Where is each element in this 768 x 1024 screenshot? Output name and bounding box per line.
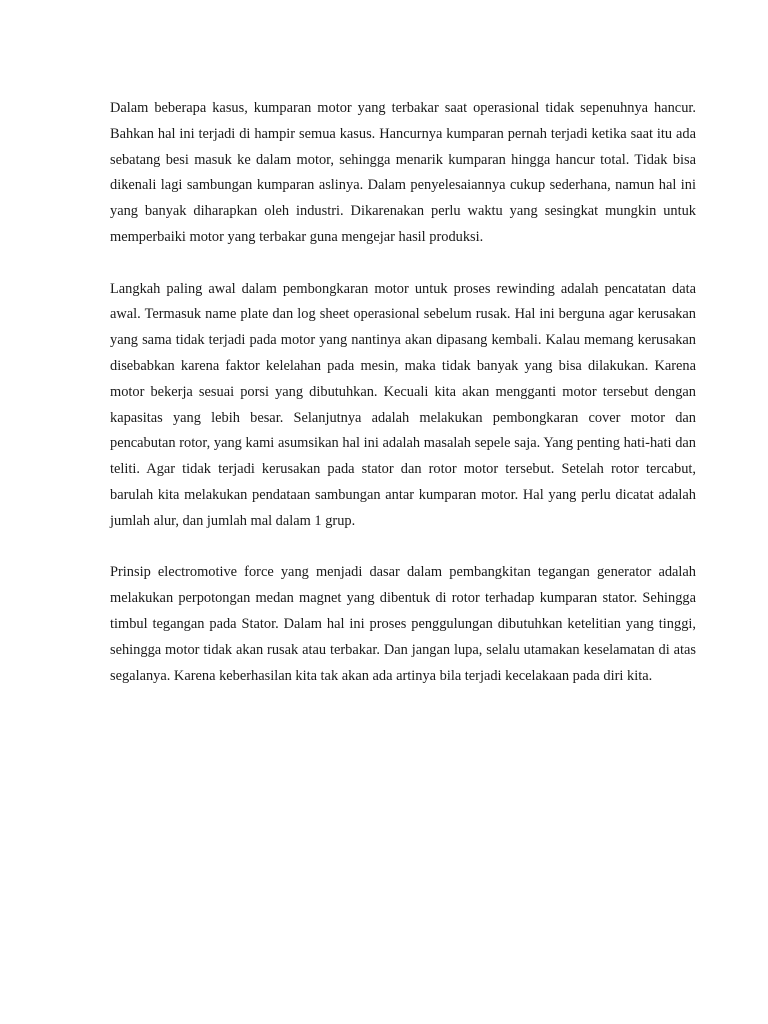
paragraph-1: Dalam beberapa kasus, kumparan motor yang terbakar saat operasional tidak sepenuhnya hancur. Bahkan hal ini terjadi di hampir semua kasus. Hancurnya kumparan pernah terjadi ketika saat itu ada sebatang besi masuk ke dalam motor, sehingga menarik kumparan hingga hancur total. Tidak bisa dikenali lagi sambungan kumparan aslinya. Dalam penyelesaiannya cukup sederhana, namun hal ini yang banyak diharapkan oleh industri. Dikarenakan perlu waktu yang sesingkat mungkin untuk memperbaiki motor yang terbakar guna mengejar hasil produksi. xyxy=(110,100,696,245)
paragraph-3: Prinsip electromotive force yang menjadi dasar dalam pembangkitan tegangan generator adalah melakukan perpotongan medan magnet yang dibentuk di rotor terhadap kumparan stator. Sehingga timbul tegangan pada Stator. Dalam hal ini proses penggulungan dibutuhkan ketelitian yang tinggi, sehingga motor tidak akan rusak atau terbakar. Dan jangan lupa, selalu utamakan keselamatan di atas segalanya. Karena keberhasilan kita tak akan ada artinya bila terjadi kecelakaan pada diri kita. xyxy=(110,564,696,684)
document-page xyxy=(110,96,696,715)
paragraph-2: Langkah paling awal dalam pembongkaran motor untuk proses rewinding adalah pencatatan data awal. Termasuk name plate dan log sheet operasional sebelum rusak. Hal ini berguna agar kerusakan yang sama tidak terjadi pada motor yang nantinya akan dipasang kembali. Kalau memang kerusakan disebabkan karena faktor kelelahan pada mesin, maka tidak banyak yang bisa dilakukan. Karena motor bekerja sesuai porsi yang dibutuhkan. Kecuali kita akan mengganti motor tersebut dengan kapasitas yang lebih besar. Selanjutnya adalah melakukan pembongkaran cover motor dan pencabutan rotor, yang kami asumsikan hal ini adalah masalah sepele saja. Yang penting hati-hati dan teliti. Agar tidak terjadi kerusakan pada stator dan rotor motor tersebut. Setelah rotor tercabut, barulah kita melakukan pendataan sambungan antar kumparan motor. Hal yang perlu dicatat adalah jumlah alur, dan jumlah mal dalam 1 grup. xyxy=(110,280,696,529)
